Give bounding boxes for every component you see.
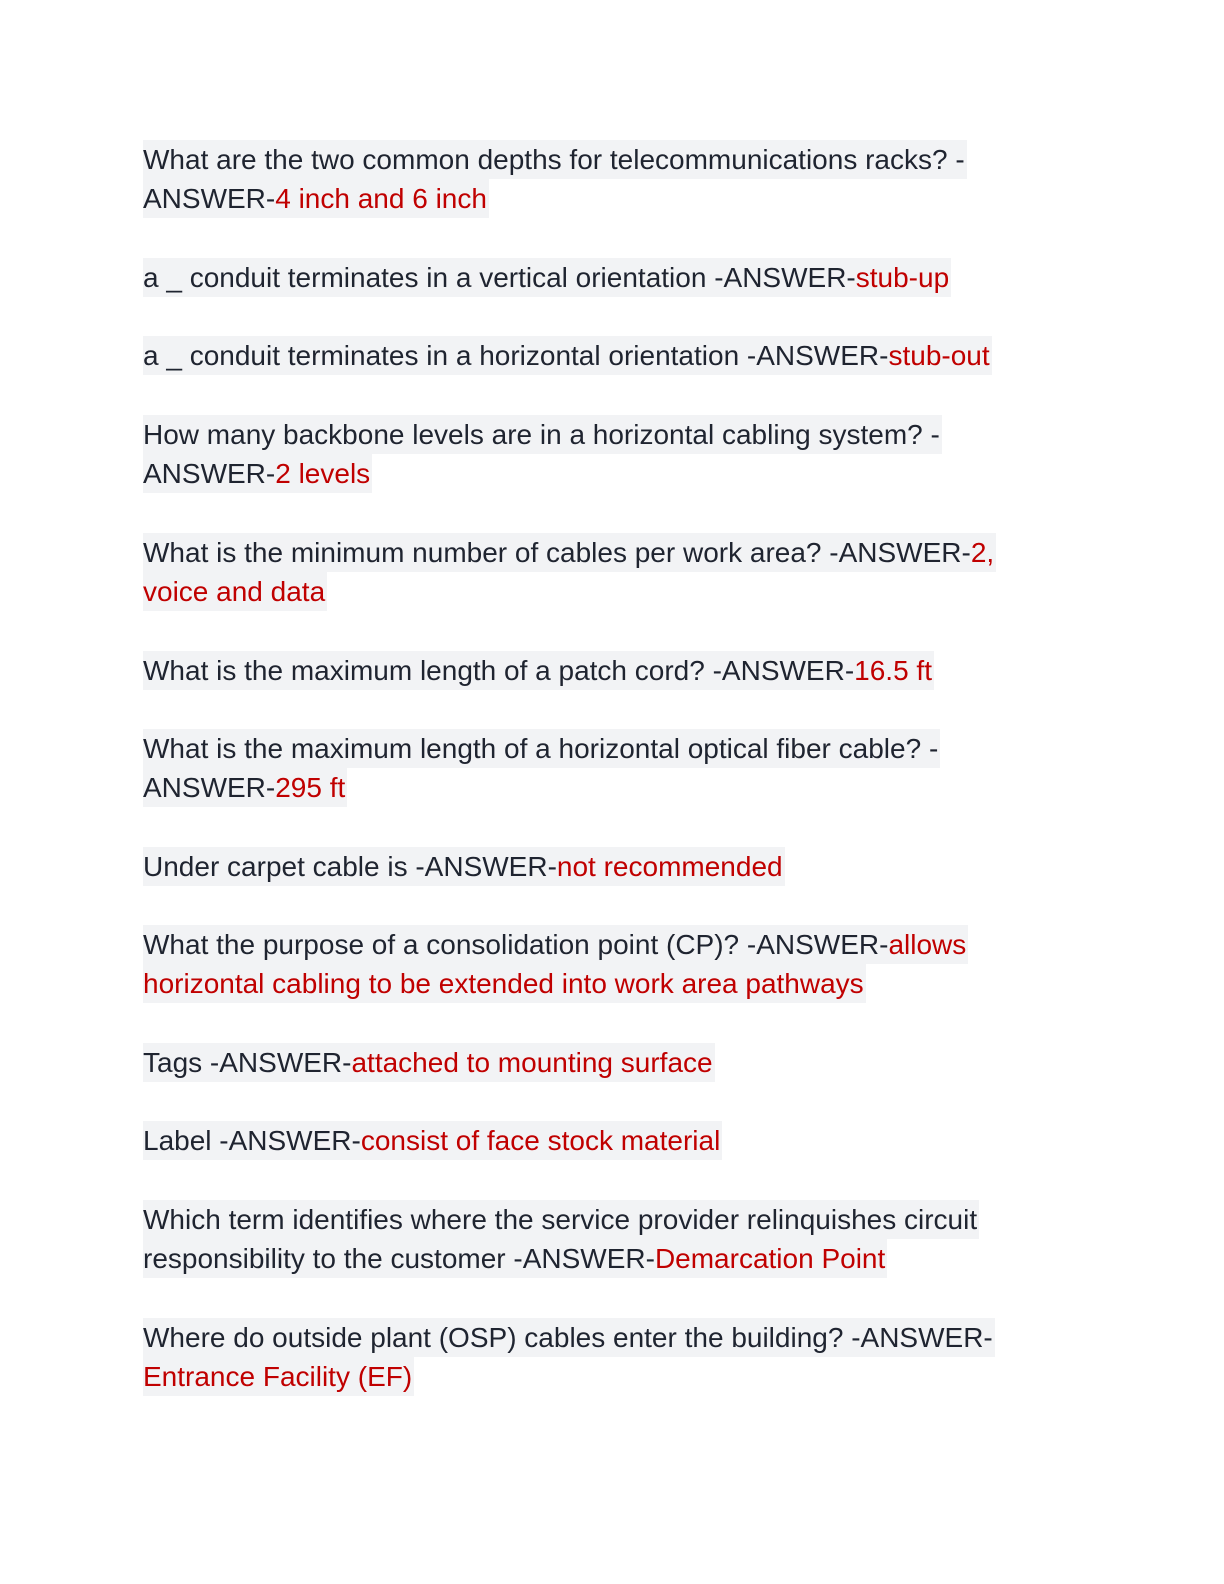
answer-text: voice and data: [143, 576, 326, 607]
question-text: What is the maximum length of a patch cord? -ANSWER-: [143, 655, 855, 686]
answer-text: 16.5 ft: [854, 655, 932, 686]
qa-line: [143, 336, 992, 375]
qa-line: [143, 847, 785, 886]
qa-line: [143, 572, 327, 611]
answer-text: horizontal cabling to be extended into work area pathways: [143, 968, 864, 999]
qa-item: [143, 258, 951, 297]
answer-text: stub-up: [855, 262, 950, 293]
qa-item: [143, 415, 942, 493]
question-text: Under carpet cable is -ANSWER-: [143, 851, 557, 882]
answer-text: attached to mounting surface: [351, 1047, 713, 1078]
qa-line: [143, 1318, 995, 1357]
question-text: a _ conduit terminates in a vertical orientation -ANSWER-: [143, 262, 856, 293]
qa-line: [143, 179, 489, 218]
qa-item: [143, 1043, 715, 1082]
question-text: How many backbone levels are in a horizontal cabling system? -: [143, 419, 940, 450]
question-text: a _ conduit terminates in a horizontal orientation -ANSWER-: [143, 340, 889, 371]
answer-text: 4 inch and 6 inch: [275, 183, 487, 214]
qa-item: [143, 925, 968, 1003]
qa-line: [143, 1357, 414, 1396]
question-text: ANSWER-: [143, 772, 276, 803]
qa-line: [143, 454, 372, 493]
qa-line: [143, 533, 996, 572]
answer-text: stub-out: [888, 340, 990, 371]
question-text: Label -ANSWER-: [143, 1125, 361, 1156]
qa-line: [143, 1239, 887, 1278]
answer-text: 2,: [970, 537, 995, 568]
qa-line: [143, 1043, 715, 1082]
question-text: ANSWER-: [143, 183, 276, 214]
answer-text: not recommended: [556, 851, 783, 882]
qa-line: [143, 140, 967, 179]
answer-text: Entrance Facility (EF): [143, 1361, 413, 1392]
answer-text: allows: [888, 929, 967, 960]
qa-line: [143, 1121, 722, 1160]
qa-item: [143, 533, 996, 611]
qa-item: [143, 1200, 979, 1278]
answer-text: consist of face stock material: [360, 1125, 721, 1156]
qa-line: [143, 964, 866, 1003]
qa-item: [143, 1121, 722, 1160]
qa-line: [143, 729, 940, 768]
answer-text: 2 levels: [275, 458, 371, 489]
question-text: Where do outside plant (OSP) cables enter the building? -ANSWER-: [143, 1322, 993, 1353]
qa-line: [143, 768, 347, 807]
qa-line: [143, 258, 951, 297]
qa-item: [143, 847, 785, 886]
qa-line: [143, 415, 942, 454]
question-text: What is the maximum length of a horizontal optical fiber cable? -: [143, 733, 939, 764]
question-text: What is the minimum number of cables per work area? -ANSWER-: [143, 537, 971, 568]
qa-line: [143, 925, 968, 964]
question-text: What the purpose of a consolidation point (CP)? -ANSWER-: [143, 929, 889, 960]
qa-item: [143, 1318, 995, 1396]
qa-item: [143, 336, 992, 375]
qa-item: [143, 140, 967, 218]
question-text: What are the two common depths for telecommunications racks? -: [143, 144, 965, 175]
answer-text: 295 ft: [275, 772, 346, 803]
answer-text: Demarcation Point: [654, 1243, 886, 1274]
question-text: responsibility to the customer -ANSWER-: [143, 1243, 655, 1274]
question-text: Which term identifies where the service provider relinquishes circuit: [143, 1204, 978, 1235]
qa-item: [143, 651, 934, 690]
qa-item: [143, 729, 940, 807]
qa-line: [143, 651, 934, 690]
question-text: Tags -ANSWER-: [143, 1047, 352, 1078]
question-text: ANSWER-: [143, 458, 276, 489]
qa-line: [143, 1200, 979, 1239]
